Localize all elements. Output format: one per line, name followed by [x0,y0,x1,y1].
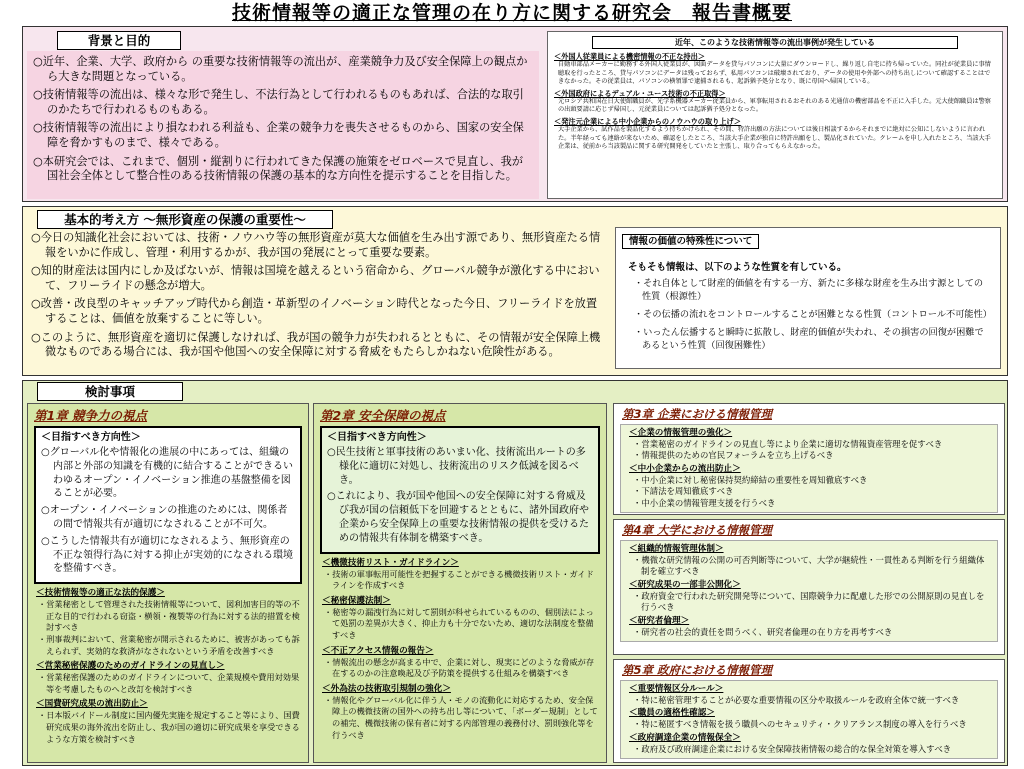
basic-heading: 基本的考え方 ～無形資産の保護の重要性～ [37,210,333,229]
page-title: 技術情報等の適正な管理の在り方に関する研究会 報告書概要 [231,2,792,24]
chapter-5 [613,659,1005,763]
background-section [22,26,1008,202]
chapter-3-measures [620,424,998,513]
measure-item: ・秘密等の漏洩行為に対して罰則が科せられているものの、個別法によって処罰の差異が大きく、抑止力も十分でないため、適切な法制度を整備すべき [324,606,594,640]
measure-item: ・中小企業の情報管理支援を行うべき [633,497,776,508]
measure-item: ・情報化やグローバル化に伴う人・モノの流動化に対応するため、安全保障上の機微技術の国外への持ち出し等について、「ボーダー規制」としての補完、機微技術の保有者に対する内部管理の義務付け、罰則強化等を行うべき [324,694,598,740]
measure-heading: ＜重要情報区分ルール＞ [629,684,724,694]
chapter-2-title: 第2章 安全保障の視点 [320,408,446,423]
background-heading: 背景と目的 [57,31,181,50]
study-section [22,380,1008,766]
measure-item: ・刑事裁判において、営業秘密が開示されるために、被害があっても訴えられず、実効的な救済がなされないという矛盾を改善すべき [38,633,300,656]
measure-heading: ＜政府調達企業の情報保全＞ [629,732,741,743]
chapter-1-direction-box [34,426,302,584]
study-heading: 検討事項 [37,382,183,401]
background-bullet: ○技術情報等の流出により損なわれる利益も、企業の競争力を喪失させるものから、国家の安全保障を脅かすものまで、様々である。 [33,121,524,149]
measure-item: ・機微な研究情報の公開の可否判断等について、大学が継続性・一貫性ある判断を行う組織体制を確立すべき [633,555,985,577]
case-text: 元ロシア共和国在日大使館職員が、光学系機器メーカー従業員から、軍事転用されるおそれのある光通信の機密部品を不正に入手した。元大使館職員は警察の出頭要請に応じず帰国し、元従業員については起訴猶予処分となった。 [558,97,991,114]
basic-bullet: ○このように、無形資産を適切に保護しなければ、我が国の競争力が失われるとともに、その情報が安全保障上機微なものである場合には、我が国や他国への安全保障に対する脅威をもたらしかねない危険性がある。 [31,330,601,359]
direction-heading: ＜目指すべき方向性＞ [327,432,427,443]
measure-item: ・政府資金で行われた研究開発等について、国際競争力に配慮した形での公開原則の見直しを行うべき [633,590,985,613]
chapter-4-title: 第4章 大学における情報管理 [622,523,773,537]
measure-item: ・営業秘密として管理された技術情報等について、図利加害目的等の不正な目的で行われる窃盗・横領・複製等の行為に対する法的措置を検討すべき [38,599,300,633]
measure-heading: ＜研究者倫理＞ [629,615,690,626]
basic-bullet: ○今日の知識化社会においては、技術・ノウハウ等の無形資産が莫大な価値を生み出す源であり、無形資産たる情報をいかに作成し、管理・利用するかが、我が国の発展にとって重要な要素。 [31,231,601,259]
basic-section [22,206,1008,376]
background-bullet: ○近年、企業、大学、政府から の重要な技術情報等の流出が、産業競争力及び安全保障上の観点から大きな問題となっている。 [33,55,528,83]
info-value-item: ・いったん伝播すると瞬時に拡散し、財産的価値が失われ、その損害の回復が困難であるという性質（回復困難性） [634,327,984,351]
measure-item: ・技術の軍事転用可能性を把握することができる機微技術リスト・ガイドラインを作成すべき [324,568,594,591]
measure-heading: ＜技術情報等の適正な法的保護＞ [36,588,165,599]
info-value-title: 情報の価値の特殊性について [622,234,759,249]
measure-item: ・特に秘匿すべき情報を扱う職員へのセキュリティ・クリアランス制度の導入を行うべき [633,719,967,730]
direction-heading: ＜目指すべき方向性＞ [41,432,141,443]
chapter-5-measures [620,680,998,759]
info-value-lead: そもそも情報は、以下のような性質を有している。 [628,262,847,273]
chapter-1-title: 第1章 競争力の視点 [34,408,148,423]
measure-item: ・情報提供のための官民フォーラムを立ち上げるべき [633,450,834,461]
chapter-3-title: 第3章 企業における情報管理 [622,407,773,421]
measure-item: ・研究者の社会的責任を問うべく、研究者倫理の在り方を再考すべき [633,626,893,637]
measure-heading: ＜職員の適格性確認＞ [629,708,715,719]
measure-item: ・営業秘密保護のためのガイドラインについて、企業規模や費用対効果等を考慮したものへと改訂を検討すべき [38,672,300,694]
info-value-box [615,227,1001,369]
measure-heading: ＜営業秘密保護のためのガイドラインの見直し＞ [36,661,225,672]
direction-item: ○グローバル化や情報化の進展の中にあっては、組織の内部と外部の知識を有機的に結合することができるいわゆるオープン・イノベーション推進の基盤整備を図ることが必要。 [41,447,293,500]
measure-item: ・下請法を周知徹底すべき [633,486,734,497]
measure-item: ・情報流出の懸念が高まる中で、企業に対し、現実にどのような脅威が存在するのかの注意喚起及び予防策を提供する仕組みを構築すべき [324,656,595,679]
measure-heading: ＜中小企業からの流出防止＞ [629,463,741,474]
measure-heading: ＜不正アクセス情報の報告＞ [322,645,434,656]
case-heading: ＜外国人従業員による機密情報の不正な持出＞ [554,52,705,61]
direction-item: ○オープン・イノベーションの推進のためには、関係者の間で情報共有が適切になされることが不可欠。 [41,505,288,530]
measure-item: ・政府及び政府調達企業における安全保障技術情報の総合的な保全対策を導入すべき [633,743,952,754]
measure-item: ・特に秘密管理することが必要な重要情報の区分や取扱ルールを政府全体で統一すべき [633,695,960,705]
basic-bullet: ○改善・改良型のキャッチアップ時代から創造・革新型のイノベーション時代となった今日、フリーライドを放置することは、価値を放棄することに等しい。 [31,297,598,325]
basic-bullets [27,229,607,374]
leak-cases-box [547,31,1003,199]
measure-heading: ＜秘密保護法制＞ [322,595,391,606]
chapter-2 [313,403,607,763]
measure-heading: ＜研究成果の一部非公開化＞ [629,579,741,590]
chapter-1 [27,403,309,763]
direction-item: ○民生技術と軍事技術のあいまい化、技術流出ルートの多様化に適切に対処し、技術流出のリスク低減を図るべき。 [327,447,586,486]
direction-item: ○こうした情報共有が適切になされるよう、無形資産の不正な領得行為に対する抑止が実効的になされる環境を整備すべき。 [41,535,293,575]
chapter-3 [613,403,1005,515]
case-text: 大手企業から、試作品を製品化するよう持ちかけられ、その間、特許出願の方法については後日相談するからそれまでに絶対に公知にしないように言われた。半年経っても連絡が来ないため、確認をしたところ、当該大手企業が独自に特許出願をし、製品化されていた。クレームを申し入れたところ、当該大手企業は、従前から当該製品に関する研究開発をしていたと主張し、取り合ってもらえなかった。 [558,125,991,151]
measure-item: ・中小企業に対し秘密保持契約締結の重要性を周知徹底すべき [633,474,868,485]
info-value-item: ・その伝播の流れをコントロールすることが困難となる性質（コントロール不可能性） [634,309,992,320]
measure-heading: ＜外為法の技術取引規制の強化＞ [322,683,451,694]
measure-heading: ＜組織的情報管理体制＞ [629,544,724,554]
info-value-item: ・それ自体として財産的価値を有する一方、新たに多様な財産を生み出す源としての性質（根源性） [634,278,984,302]
leak-cases-title: 近年、このような技術情報等の流出事例が発生している [592,36,958,49]
measure-heading: ＜国費研究成果の流出防止＞ [36,699,148,710]
background-bullet: ○技術情報等の流出は、様々な形で発生し、不法行為として行われるものもあれば、合法的な取引のかたちで行われるものもある。 [33,88,524,116]
case-text: 自動車部品メーカーに勤務する外国人従業員が、図面データを貸与パソコンに大量にダウンロードし、繰り返し自宅に持ち帰っていた。同社が従業員に事情聴取を行ったところ、貸与パソコンにデータは残っておらず、私用パソコンは破壊されており、データの使用や外部への持ち出しについて確認することはできなかった。その従業員は、パソコンの横領罪で逮捕されるも、起訴猶予処分となり、既に母国へ帰国している。 [558,61,991,86]
measure-heading: ＜企業の情報管理の強化＞ [629,428,733,438]
case-heading: ＜外国政府によるデュアル・ユース技術の不正取得＞ [554,88,726,98]
direction-item: ○これにより、我が国や他国への安全保障に対する脅威及び我が国の信頼低下を回避するとともに、諸外国政府や企業から安全保障上の重要な技術情報の提供を受けるための情報共有体制を構築すべき。 [327,491,589,544]
background-bullet: ○本研究会では、これまで、個別・縦割りに行われてきた保護の施策をゼロベースで見直し、我が国社会全体として整合性のある技術情報の保護の基本的な方向性を提示することを目指した。 [33,154,524,183]
chapter-5-title: 第5章 政府における情報管理 [622,663,773,677]
measure-item: ・営業秘密のガイドラインの見直し等により企業に適切な情報資産管理を促すべき [633,439,943,449]
chapter-4 [613,519,1005,655]
measure-heading: ＜機微技術リスト・ガイドライン＞ [322,557,459,568]
case-heading: ＜発注元企業による中小企業からのノウハウの取り上げ＞ [554,116,741,126]
background-bullets [27,51,539,199]
chapter-2-direction-box [320,426,600,554]
basic-bullet: ○知的財産法は国内にしか及ばないが、情報は国境を越えるという宿命から、グローバル競争が激化する中において、フリーライドの懸念が増大。 [31,264,600,292]
measure-item: ・日本版バイドール制度に国内優先実施を規定すること等により、国費研究成果の海外流出を防止し、我が国の適切に研究成果を享受できるような方策を検討すべき [38,710,300,744]
chapter-4-measures [620,540,998,642]
